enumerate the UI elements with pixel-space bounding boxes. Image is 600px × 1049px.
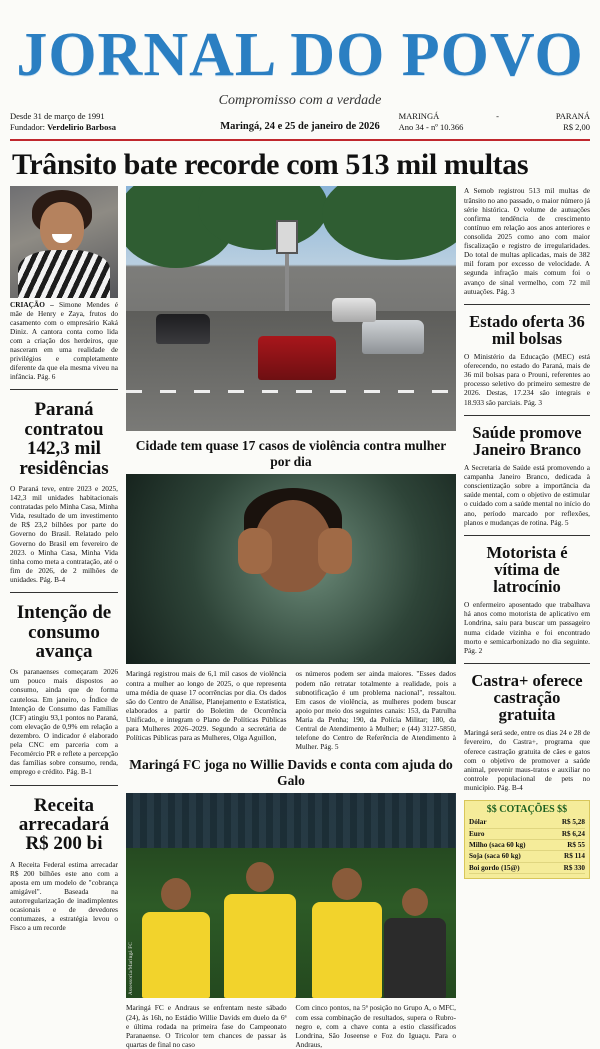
soccer-text-col-1: Maringá FC e Andraus se enfrentam neste sábado (24), às 16h, no Estádio Willie Davids em duelo da 6ª e última rodada na primeira fase do Campeonato Paranaense. O Tricolor tem chances de passar às quartas de final no caso [126, 1003, 287, 1049]
quote-label: Soja (saca 60 kg) [469, 852, 521, 861]
masthead-meta [10, 111, 590, 134]
quote-label: Milho (saca 60 kg) [469, 841, 526, 850]
quote-value: R$ 6,24 [561, 829, 585, 838]
left-story-3-text: A Receita Federal estima arrecadar R$ 200 bilhões este ano com a aposta em um modelo de "cobrança amigável". Baseada na autorregularização de inadimplentes ocasionais e de devedores contumazes, a estratégia levou o Fisco a um recorde [10, 859, 118, 933]
lead-headline: Trânsito bate recorde com 513 mil multas [12, 147, 529, 181]
soccer-photo-credit: Assessoria/Maringá FC [128, 942, 134, 996]
masthead-edition-number: Ano 34 - nº 10.366 [398, 122, 464, 133]
right-story-4-text: Maringá será sede, entre os dias 24 e 28 de fevereiro, do Castra+, programa que oferece castração gratuita de cães e gatos com o objetivo de promover a saúde animal, prevenir maus-tratos e auxiliar no controle populacional de pets no município. Pág. B-4 [464, 728, 590, 793]
left-story-2-text: Os paranaenses começaram 2026 um pouco mais dispostos ao consumo, ainda que de forma cautelosa. Em janeiro, o Índice de Intenção de Consumo das Famílias (ICF) atingiu 93,1 pontos no Paraná, com elevação de 0,9% em relação a dezembro. O indicador é elaborado pela CNC em parceria com a Fecomércio PR e reflete a percepção das famílias sobre consumo, renda, emprego e crédito. Pág. B-1 [10, 667, 118, 777]
right-story-4-title: Castra+ oferece castração gratuita [471, 670, 583, 725]
quote-label: Euro [469, 829, 485, 838]
right-story-1-text: O Ministério da Educação (MEC) está oferecendo, no estado do Paraná, mais de 36 mil bolsas para o Prouni, referentes ao processo seletivo do primeiro semestre de 2026. Destas, 17.234 são integrais e 18.933 são parciais. Pág. 3 [464, 352, 590, 407]
masthead-founder-label: Fundador: [10, 122, 45, 133]
left-story-1-title: Paraná contratou 142,3 mil residências [19, 399, 109, 479]
quotes-rows [469, 817, 585, 874]
masthead-city: MARINGÁ [398, 110, 440, 121]
quote-row [469, 863, 585, 874]
right-story-3-title: Motorista é vítima de latrocínio [486, 542, 568, 597]
quote-label: Dólar [469, 818, 487, 827]
violence-text-col-1: Maringá registrou mais de 6,1 mil casos de violência contra a mulher ao longo de 2025, o que representa uma média de quase 17 ocorrências por dia. Os dados são do Centro de Análise, Planejamento e Estatística, elaborados a partir do Boletim de Ocorrência Unificado, e integram o Plano de Políticas Públicas para Mulheres 2026–2029. Segundo a secretária de Políticas Públicas para as Mulheres, Olga Aguillon, [126, 669, 287, 743]
masthead-slogan: Compromisso com a verdade [218, 92, 382, 108]
avenida-transito-maringa [126, 186, 456, 431]
masthead-state: PARANÁ [555, 110, 590, 121]
left-column [10, 186, 118, 1049]
masthead-edition-date: Maringá, 24 e 25 de janeiro de 2026 [220, 120, 380, 132]
violence-text-col-2: os números podem ser ainda maiores. "Esses dados podem não retratar totalmente a realidade, pois a subnotificação é um problema nacional", ressaltou. Em casos de violência, as mulheres podem buscar apoio por meio dos seguintes canais: 153, da Patrulha Maria da Penha; 190, da Polícia Militar; 180, da Central de Atendimento à Mulher; e (44) 3127-5850, telefone do Centro de Referência de Atendimento à Mulher. Pág. 5 [295, 669, 456, 752]
right-story-2-text: A Secretaria de Saúde está promovendo a campanha Janeiro Branco, dedicada à conscientização sobre a importância da saúde mental, com o objetivo de estimular o cuidado com a saúde mental no início do ano, período marcado por reflexões, planos e mudanças de rotina. Pág. 5 [464, 463, 590, 527]
soccer-body [126, 1003, 456, 1049]
left-story-1-text: O Paraná teve, entre 2023 e 2025, 142,3 mil unidades habitacionais contratadas pelo Minha Casa, Minha Vida, resultado de um investimento de R$ 23,2 bilhões por parte do Governo do Brasil. Relatado pelo Governo do Brasil em fevereiro de 2023. o Minha Casa, Minha Vida tinha como meta a contratação, até o fim de 2026, de 2 milhões de unidades. Pág. B-4 [10, 483, 118, 585]
quote-row [469, 851, 585, 862]
masthead-sep: - [496, 110, 499, 121]
violence-headline: Cidade tem quase 17 casos de violência contra mulher por dia [135, 438, 447, 470]
masthead-price: R$ 2,00 [563, 122, 590, 133]
masthead-title: JORNAL DO POVO [16, 21, 584, 89]
masthead-rule [10, 139, 590, 141]
quote-value: R$ 55 [567, 841, 585, 850]
quotes-box-title: $$ COTAÇÕES $$ [486, 804, 568, 816]
right-column [464, 186, 590, 1049]
main-grid [10, 186, 590, 1049]
right-story-1-title: Estado oferta 36 mil bolsas [469, 311, 585, 348]
quote-label: Boi gordo (15@) [469, 863, 520, 872]
left-photo-caption-lead: CRIAÇÃO – [10, 300, 54, 310]
left-photo-caption [10, 301, 118, 381]
quote-row [469, 829, 585, 840]
simone-mendes-portrait [10, 186, 118, 298]
left-photo-caption-text: Simone Mendes é mãe de Henry e Zaya, frutos do casamento com o empresário Kaká Diniz. A cantora conta como lida com a criação dos herdeiros, que nasceram em uma realidade de privilégios e completamente diferente da que ela mesma viveu na infância. Pág. 6 [10, 300, 118, 381]
right-story-2-title: Saúde promove Janeiro Branco [472, 422, 582, 459]
quotes-box [464, 800, 590, 879]
masthead [10, 0, 590, 141]
right-story-3-text: O enfermeiro aposentado que trabalhava há anos como motorista de aplicativo em Londrina, saiu para buscar um passageiro numa cidade vizinha e foi encontrado morto e semicarbonizado no dia seguinte. Pág. 2 [464, 600, 590, 655]
quote-row [469, 840, 585, 851]
left-story-2-title: Intenção de consumo avança [16, 602, 112, 662]
mulher-maos-no-rosto [126, 474, 456, 664]
masthead-since: Desde 31 de março de 1991 [10, 110, 105, 121]
maringa-fc-comemoracao [126, 793, 456, 998]
quote-value: R$ 5,28 [561, 818, 585, 827]
right-lead-text: A Semob registrou 513 mil multas de trânsito no ano passado, o maior número já série histórica. O volume de autuações confirma tendência de crescimento contínuo em relação aos anos anteriores e consolida 2025 como ano com maior fiscalização e registro de irregularidades. Do total de multas aplicadas, mais de 382 mil foram por excesso de velocidade. A segunda infração mais comum foi o avanço de sinal vermelho, com 72 mil autuações. Pág. 3 [464, 186, 590, 296]
soccer-text-col-2: Com cinco pontos, na 5ª posição no Grupo A, o MFC, com essa combinação de resultados, supera o Rubro-negro e, com a chave conta a estio classificados Londrina, São Joseense e Foz do Iguaçu. Para o Andraus, [295, 1003, 456, 1049]
left-story-3-title: Receita arrecadará R$ 200 bi [18, 794, 110, 855]
quote-value: R$ 330 [563, 863, 585, 872]
soccer-headline: Maringá FC joga no Willie Davids e conta com ajuda do Galo [129, 757, 453, 789]
violence-body [126, 669, 456, 751]
quote-row [469, 817, 585, 828]
quote-value: R$ 114 [564, 852, 585, 861]
middle-column [126, 186, 456, 1049]
masthead-founder-name: Verdelirio Barbosa [47, 122, 116, 133]
